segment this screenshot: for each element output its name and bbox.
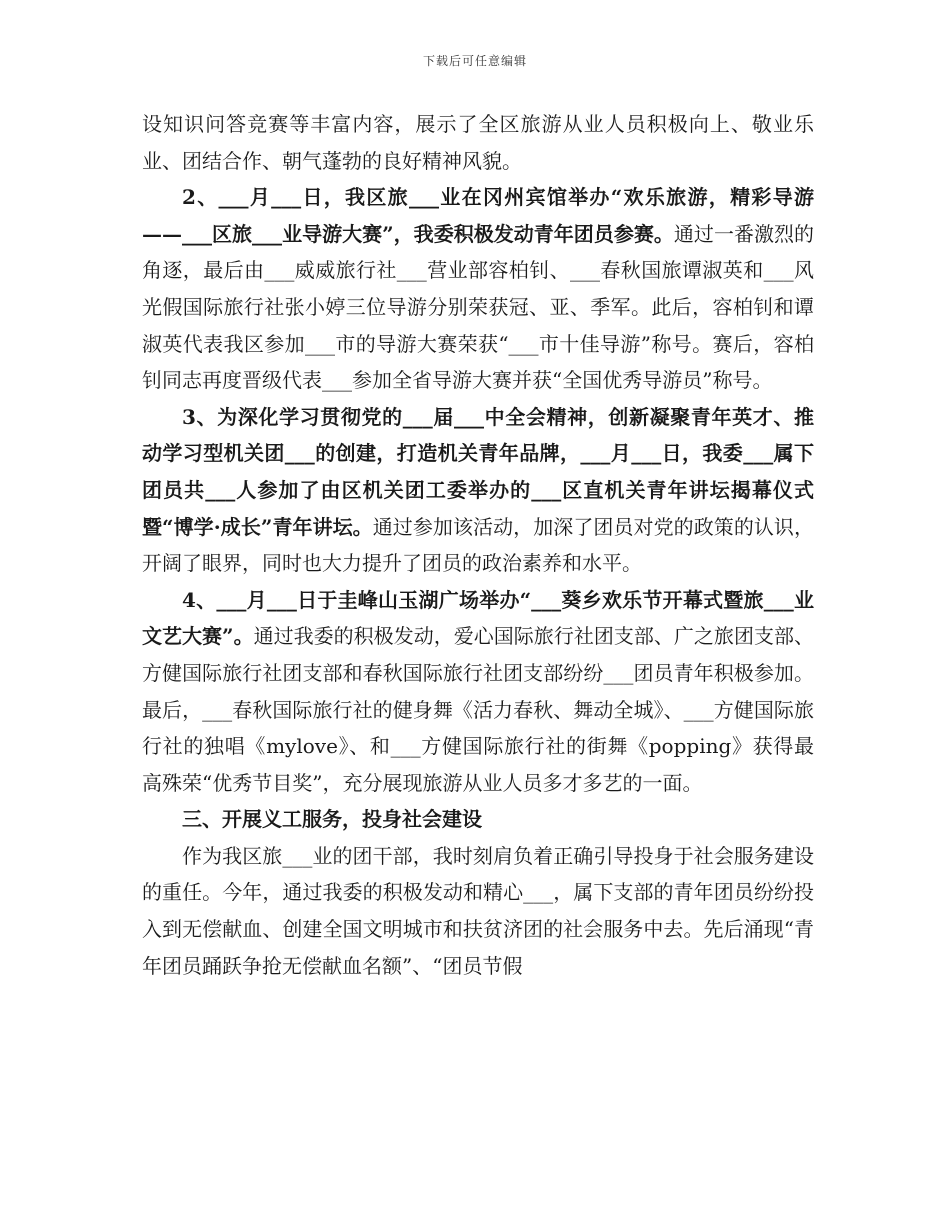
section-heading-3 xyxy=(142,801,814,838)
paragraph-heading: 4、___月___日于圭峰山玉湖广场举办“___葵乡欢乐节开幕式暨旅___业文艺大赛”。 xyxy=(142,587,814,649)
section-title: 三、开展义工服务，投身社会建设 xyxy=(182,807,482,832)
document-body xyxy=(142,106,814,984)
paragraph-text: 作为我区旅___业的团干部，我时刻肩负着正确引导投身于社会服务建设的重任。今年，通过我委的积极发动和精心___，属下支部的青年团员纷纷投入到无偿献血、创建全国文明城市和扶贫济团的社会服务中去。先后涌现“青年团员踊跃争抢无偿献血名额”、“团员节假 xyxy=(142,843,814,978)
paragraph-item-2 xyxy=(142,179,814,399)
paragraph-heading: 2、___月___日，我区旅___业在冈州宾馆举办“欢乐旅游，精彩导游——___区旅___业导游大赛”，我委积极发动青年团员参赛。 xyxy=(142,185,814,246)
paragraph-text: 通过我委的积极发动，爱心国际旅行社团支部、广之旅团支部、方健国际旅行社团支部和春秋国际旅行社团支部纷纷___团员青年积极参加。最后，___春秋国际旅行社的健身舞《活力春秋、舞动全城》、___方健国际旅行社的独唱《mylove》、和___方健国际旅行社的街舞《popping》获得最高殊荣“优秀节目奖”，充分展现旅游从业人员多才多艺的一面。 xyxy=(142,624,814,795)
page-header: 下载后可任意编辑 xyxy=(422,54,527,68)
paragraph-heading: 3、为深化学习贯彻党的___届___中全会精神，创新凝聚青年英才、推动学习型机关团___的创建，打造机关青年品牌，___月___日，我委___属下团员共___人参加了由区机关团工委举办的___区直机关青年讲坛揭幕仪式暨“博学·成长”青年讲坛。 xyxy=(142,404,814,539)
paragraph-text: 通过参加该活动，加深了团员对党的政策的认识，开阔了眼界，同时也大力提升了团员的政治素养和水平。 xyxy=(142,514,814,576)
paragraph-text: 设知识问答竞赛等丰富内容，展示了全区旅游从业人员积极向上、敬业乐业、团结合作、朝气蓬勃的良好精神风貌。 xyxy=(142,112,814,173)
paragraph-section-3-body xyxy=(142,838,814,984)
paragraph-item-3 xyxy=(142,399,814,582)
paragraph-intro-continuation xyxy=(142,106,814,179)
paragraph-text: 通过一番激烈的角逐，最后由___威威旅行社___营业部容柏钊、___春秋国旅谭淑英和___风光假国际旅行社张小婷三位导游分别荣获冠、亚、季军。此后，容柏钊和谭淑英代表我区参加___市的导游大赛荣获“___市十佳导游”称号。赛后，容柏钊同志再度晋级代表___参加全省导游大赛并获“全国优秀导游员”称号。 xyxy=(142,221,815,393)
paragraph-item-4 xyxy=(142,582,814,802)
